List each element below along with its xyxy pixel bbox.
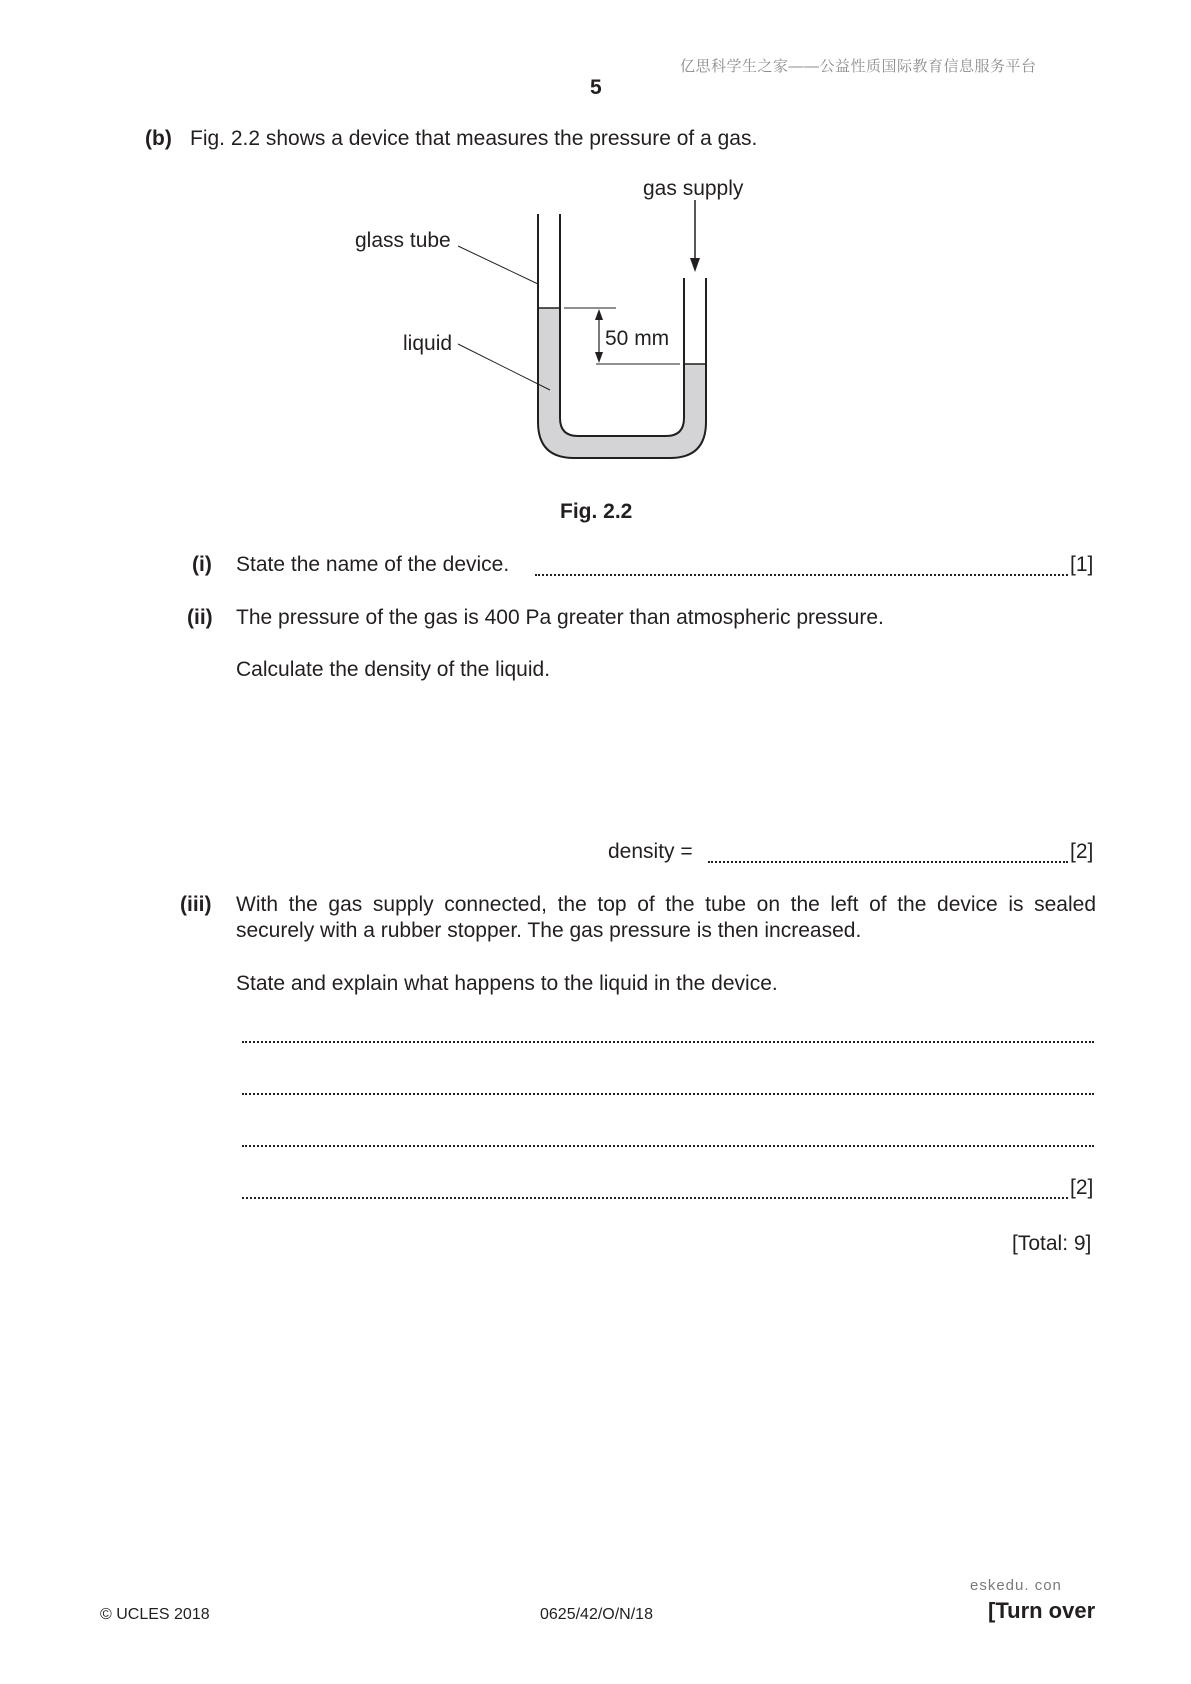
dimension-arrowhead-up xyxy=(595,309,603,320)
part-iii-line-1: With the gas supply connected, the top of the tube on the left of the device is sealed xyxy=(236,893,1096,916)
dimension-arrowhead-down xyxy=(595,352,603,363)
gas-supply-label: gas supply xyxy=(643,177,744,200)
part-ii-label: (ii) xyxy=(187,606,213,629)
part-i-question: State the name of the device. xyxy=(236,553,510,576)
part-ii-statement: The pressure of the gas is 400 Pa greater than atmospheric pressure. xyxy=(236,606,884,629)
page-number: 5 xyxy=(590,76,602,99)
gas-supply-arrowhead xyxy=(690,258,700,272)
liquid-label: liquid xyxy=(403,332,453,355)
part-ii-marks: [2] xyxy=(1070,840,1094,863)
part-ii-instruction: Calculate the density of the liquid. xyxy=(236,658,551,681)
part-iii-line-2: securely with a rubber stopper. The gas pressure is then increased. xyxy=(236,919,862,942)
part-iii-marks: [2] xyxy=(1070,1176,1094,1199)
part-iii-label: (iii) xyxy=(180,893,212,916)
part-i-label: (i) xyxy=(192,553,212,576)
footer-turn-over: [Turn over xyxy=(988,1598,1096,1623)
total-marks: [Total: 9] xyxy=(1012,1232,1092,1255)
density-answer-line[interactable] xyxy=(708,861,1068,863)
footer-site-watermark: eskedu. con xyxy=(970,1577,1062,1594)
manometer-diagram xyxy=(0,0,1191,520)
figure-caption: Fig. 2.2 xyxy=(560,500,633,523)
part-iii-answer-line-2[interactable] xyxy=(242,1093,1094,1095)
part-iii-answer-line-1[interactable] xyxy=(242,1041,1094,1043)
question-b-intro: Fig. 2.2 shows a device that measures the pressure of a gas. xyxy=(190,127,758,150)
part-iii-instruction: State and explain what happens to the liquid in the device. xyxy=(236,972,778,995)
part-i-answer-line[interactable] xyxy=(535,574,1068,576)
glass-tube-label: glass tube xyxy=(355,229,451,252)
height-label: 50 mm xyxy=(605,327,670,350)
part-iii-answer-line-4[interactable] xyxy=(242,1197,1068,1199)
part-i-marks: [1] xyxy=(1070,553,1094,576)
density-answer-label: density = xyxy=(608,840,693,863)
question-b-label: (b) xyxy=(145,127,172,150)
tube-inner-wall xyxy=(560,214,684,436)
footer-paper-code: 0625/42/O/N/18 xyxy=(540,1606,653,1623)
footer-copyright: © UCLES 2018 xyxy=(100,1606,210,1623)
glass-tube-leader xyxy=(458,246,538,284)
liquid-leader xyxy=(458,344,550,390)
part-iii-answer-line-3[interactable] xyxy=(242,1145,1094,1147)
header-watermark: 亿思科学生之家——公益性质国际教育信息服务平台 xyxy=(680,58,1037,75)
